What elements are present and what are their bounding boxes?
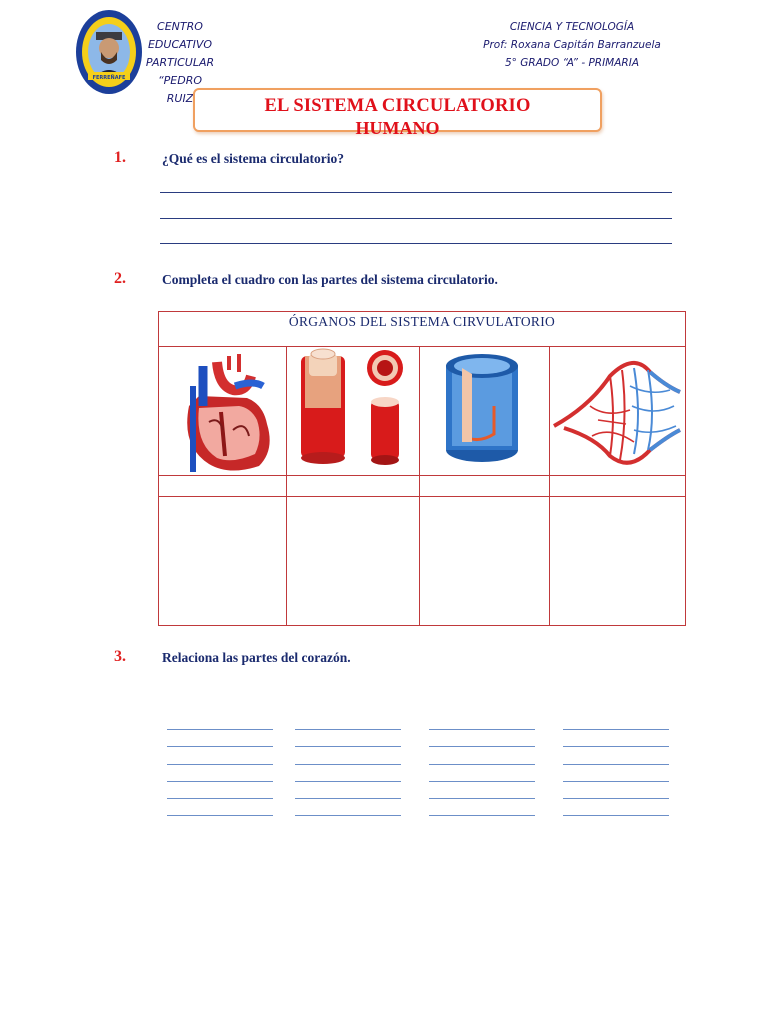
answer-cell[interactable] [287, 498, 419, 626]
matching-answer-line[interactable] [563, 781, 669, 782]
course-grade: 5° GRADO “A” - PRIMARIA [505, 57, 639, 69]
organs-table [158, 311, 686, 626]
matching-answer-line[interactable] [295, 815, 401, 816]
school-line: CENTRO [157, 20, 203, 33]
matching-answer-line[interactable] [429, 798, 535, 799]
page-title-cut: HUMANO [355, 118, 440, 138]
course-subject: CIENCIA Y TECNOLOGÍA [509, 21, 635, 33]
logo-text: FERREÑAFE [92, 75, 126, 81]
matching-answer-line[interactable] [429, 781, 535, 782]
matching-answer-line[interactable] [429, 729, 535, 730]
matching-answer-line[interactable] [563, 746, 669, 747]
course-info [468, 18, 676, 72]
answer-cell[interactable] [420, 498, 549, 626]
answer-line[interactable] [160, 192, 672, 193]
matching-answer-line[interactable] [563, 729, 669, 730]
matching-answer-line[interactable] [167, 746, 273, 747]
question-text: Completa el cuadro con las partes del sistema circulatorio. [162, 272, 498, 287]
matching-answer-line[interactable] [429, 764, 535, 765]
matching-answer-line[interactable] [167, 798, 273, 799]
question-number: 3. [114, 648, 126, 665]
school-logo [74, 8, 144, 96]
title-box [193, 88, 602, 138]
question-text: ¿Qué es el sistema circulatorio? [162, 151, 344, 166]
heart-image [159, 346, 286, 476]
matching-answer-line[interactable] [295, 781, 401, 782]
table-divider [159, 496, 685, 497]
capillaries-image [550, 346, 686, 476]
school-line: “PEDRO [157, 74, 203, 87]
answer-cell[interactable] [550, 498, 685, 626]
artery-image [287, 346, 419, 476]
question-number: 2. [114, 270, 126, 287]
question-number: 1. [114, 149, 126, 166]
answer-line[interactable] [160, 218, 672, 219]
school-name [140, 18, 220, 105]
matching-answer-line[interactable] [563, 764, 669, 765]
question-text: Relaciona las partes del corazón. [162, 650, 351, 665]
school-line: PARTICULAR [145, 56, 215, 69]
matching-answer-line[interactable] [167, 764, 273, 765]
page-title: EL SISTEMA CIRCULATORIO [264, 96, 531, 116]
course-teacher: Prof: Roxana Capitán Barranzuela [483, 39, 661, 51]
matching-answer-line[interactable] [167, 729, 273, 730]
answer-cell[interactable] [159, 498, 286, 626]
school-line: EDUCATIVO [147, 38, 213, 51]
school-line: RUIZ [166, 92, 194, 105]
matching-answer-line[interactable] [295, 746, 401, 747]
matching-answer-line[interactable] [429, 815, 535, 816]
matching-answer-line[interactable] [167, 815, 273, 816]
matching-answer-line[interactable] [295, 729, 401, 730]
answer-line[interactable] [160, 243, 672, 244]
matching-answer-line[interactable] [563, 798, 669, 799]
matching-answer-line[interactable] [295, 798, 401, 799]
vein-image [420, 346, 549, 476]
matching-answer-line[interactable] [295, 764, 401, 765]
matching-answer-line[interactable] [167, 781, 273, 782]
matching-answer-line[interactable] [429, 746, 535, 747]
matching-answer-line[interactable] [563, 815, 669, 816]
table-header: ÓRGANOS DEL SISTEMA CIRVULATORIO [159, 312, 685, 347]
